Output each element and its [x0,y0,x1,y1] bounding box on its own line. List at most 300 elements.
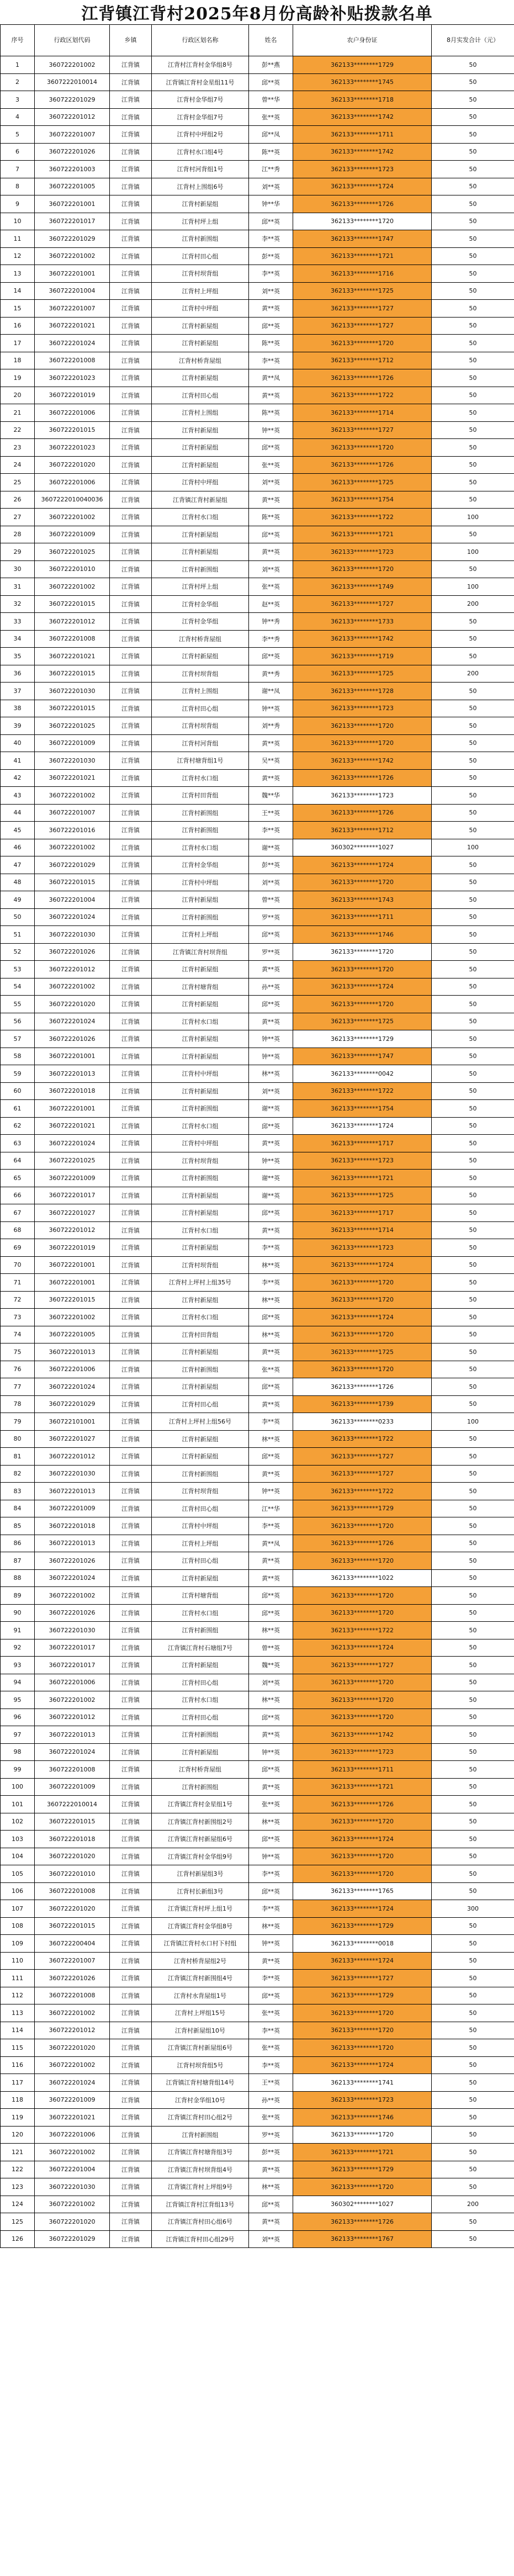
id-number-cell: 362133********1720 [293,1552,432,1570]
division-code-cell: 360722201002 [35,578,110,596]
person-name-cell: 邱**凤 [249,126,293,144]
id-number-cell: 362133********1742 [293,752,432,770]
division-name-cell: 江背村中坪组 [152,474,249,491]
town-cell: 江背镇 [110,961,152,978]
division-code-cell: 360722201002 [35,1587,110,1605]
person-name-cell: 林**英 [249,1065,293,1083]
division-name-cell: 江背村上围组 [152,683,249,700]
amount-cell: 50 [432,1465,514,1483]
amount-cell: 50 [432,1970,514,1987]
id-number-cell: 362133********1767 [293,2230,432,2248]
person-name-cell: 罗**英 [249,908,293,926]
amount-cell: 50 [432,1361,514,1378]
division-code-cell: 360722201010 [35,1865,110,1883]
id-number-cell: 362133********1714 [293,1221,432,1239]
person-name-cell: 黄**英 [249,543,293,561]
person-name-cell: 刘**英 [249,1674,293,1691]
id-number-cell: 362133********1720 [293,1517,432,1535]
id-number-cell: 362133********1720 [293,439,432,457]
person-name-cell: 邱**英 [249,926,293,944]
division-name-cell: 江背村新围组 [152,804,249,822]
person-name-cell: 黄**英 [249,2161,293,2178]
division-name-cell: 江背村坝背组 [152,265,249,283]
amount-cell: 50 [432,769,514,787]
division-code-cell: 360722201024 [35,2074,110,2092]
row-number-cell: 28 [1,526,35,543]
division-name-cell: 江背村水口组 [152,1117,249,1135]
division-code-cell: 360722201013 [35,1726,110,1744]
amount-cell: 50 [432,1743,514,1761]
amount-cell: 50 [432,630,514,648]
division-name-cell: 江背村新屋组 [152,1378,249,1396]
town-cell: 江背镇 [110,1552,152,1570]
person-name-cell: 邱**英 [249,1309,293,1326]
town-cell: 江背镇 [110,1691,152,1709]
person-name-cell: 张**英 [249,1796,293,1813]
division-code-cell: 360722201015 [35,595,110,613]
division-code-cell: 360722201004 [35,282,110,300]
row-number-cell: 49 [1,891,35,909]
table-row [1,926,514,944]
person-name-cell: 邱**英 [249,648,293,665]
id-number-cell: 362133********1720 [293,1604,432,1622]
table-row [1,1657,514,1674]
division-name-cell: 江背镇江背村水口村下村组 [152,1935,249,1953]
table-row [1,1117,514,1135]
row-number-cell: 9 [1,195,35,213]
town-cell: 江背镇 [110,387,152,404]
person-name-cell: 黄**英 [249,734,293,752]
town-cell: 江背镇 [110,1326,152,1343]
amount-cell: 50 [432,2109,514,2127]
division-name-cell: 江背村水口组 [152,509,249,526]
division-name-cell: 江背镇江背村金星组11号 [152,73,249,91]
row-number-cell: 77 [1,1378,35,1396]
row-number-cell: 108 [1,1917,35,1935]
amount-cell: 50 [432,1778,514,1796]
division-name-cell: 江背村长新组3号 [152,1882,249,1900]
row-number-cell: 41 [1,752,35,770]
division-code-cell: 360722201030 [35,2178,110,2196]
amount-cell: 50 [432,683,514,700]
town-cell: 江背镇 [110,630,152,648]
division-code-cell: 360722201027 [35,1430,110,1448]
division-name-cell: 江背村坝背组 [152,1256,249,1274]
row-number-cell: 90 [1,1604,35,1622]
town-cell: 江背镇 [110,1430,152,1448]
division-code-cell: 360722201024 [35,1569,110,1587]
amount-cell: 50 [432,856,514,874]
division-name-cell: 江背村田背组 [152,1326,249,1343]
division-name-cell: 江背镇江背村新围组2号 [152,1813,249,1831]
id-number-cell: 362133********1720 [293,1813,432,1831]
row-number-cell: 38 [1,700,35,717]
person-name-cell: 李**英 [249,2022,293,2039]
division-name-cell: 江背村桥背屋组2号 [152,1952,249,1970]
table-row [1,543,514,561]
division-code-cell: 360722201001 [35,195,110,213]
row-number-cell: 61 [1,1100,35,1118]
row-number-cell: 67 [1,1204,35,1222]
id-number-cell: 362133********0042 [293,1065,432,1083]
table-row [1,595,514,613]
amount-cell: 50 [432,2091,514,2109]
table-row [1,683,514,700]
division-code-cell: 360722201021 [35,1117,110,1135]
person-name-cell: 林**英 [249,1917,293,1935]
town-cell: 江背镇 [110,1343,152,1361]
row-number-cell: 43 [1,787,35,805]
town-cell: 江背镇 [110,317,152,335]
person-name-cell: 钟**秀 [249,613,293,631]
person-name-cell: 罗**英 [249,943,293,961]
id-number-cell: 362133********1725 [293,474,432,491]
row-number-cell: 12 [1,247,35,265]
division-name-cell: 江背村新围组 [152,1726,249,1744]
id-number-cell: 362133********1742 [293,143,432,161]
town-cell: 江背镇 [110,734,152,752]
town-cell: 江背镇 [110,1013,152,1030]
amount-cell: 50 [432,2004,514,2022]
division-name-cell: 江背村坪上组 [152,213,249,230]
division-name-cell: 江背村新屋组 [152,1569,249,1587]
row-number-cell: 36 [1,665,35,683]
row-number-cell: 105 [1,1865,35,1883]
amount-cell: 50 [432,1221,514,1239]
town-cell: 江背镇 [110,213,152,230]
town-cell: 江背镇 [110,1465,152,1483]
table-row [1,1987,514,2004]
row-number-cell: 52 [1,943,35,961]
id-number-cell: 362133********1726 [293,369,432,387]
person-name-cell: 邱**英 [249,1117,293,1135]
division-name-cell: 江背村坝背组 [152,1483,249,1500]
division-name-cell: 江背村塘背组 [152,978,249,996]
amount-cell: 50 [432,734,514,752]
division-code-cell: 360722201023 [35,439,110,457]
division-code-cell: 3607222010014 [35,73,110,91]
id-number-cell: 362133********1711 [293,1761,432,1779]
person-name-cell: 李**英 [249,230,293,248]
amount-cell: 50 [432,943,514,961]
amount-cell: 50 [432,1639,514,1657]
person-name-cell: 邱**英 [249,439,293,457]
town-cell: 江背镇 [110,1483,152,1500]
division-code-cell: 360722201005 [35,1326,110,1343]
table-row [1,474,514,491]
person-name-cell: 曾**英 [249,891,293,909]
id-number-cell: 362133********1712 [293,352,432,369]
division-code-cell: 360722201024 [35,1135,110,1152]
person-name-cell: 曾**英 [249,1639,293,1657]
division-code-cell: 360722201026 [35,943,110,961]
person-name-cell: 钟**英 [249,1848,293,1865]
town-cell: 江背镇 [110,474,152,491]
amount-cell: 50 [432,247,514,265]
id-number-cell: 362133********1722 [293,509,432,526]
row-number-cell: 92 [1,1639,35,1657]
row-number-cell: 54 [1,978,35,996]
id-number-cell: 362133********0018 [293,1935,432,1953]
division-code-cell: 360722201010 [35,560,110,578]
amount-cell: 50 [432,1604,514,1622]
row-number-cell: 100 [1,1778,35,1796]
division-code-cell: 360722201015 [35,665,110,683]
id-number-cell: 362133********1729 [293,2161,432,2178]
row-number-cell: 119 [1,2109,35,2127]
town-cell: 江背镇 [110,1378,152,1396]
amount-cell: 100 [432,578,514,596]
id-number-cell: 362133********1743 [293,891,432,909]
table-row [1,1569,514,1587]
person-name-cell: 刘**英 [249,874,293,891]
subsidy-table [0,24,514,2248]
town-cell: 江背镇 [110,335,152,352]
table-row [1,839,514,856]
row-number-cell: 116 [1,2056,35,2074]
id-number-cell: 362133********1721 [293,2144,432,2161]
division-name-cell: 江背村新屋组 [152,439,249,457]
division-code-cell: 360722201020 [35,456,110,474]
person-name-cell: 彭**英 [249,2144,293,2161]
town-cell: 江背镇 [110,1848,152,1865]
id-number-cell: 362133********1717 [293,1204,432,1222]
division-code-cell: 360722201008 [35,1882,110,1900]
table-row [1,2056,514,2074]
division-code-cell: 360722201029 [35,856,110,874]
table-row [1,2039,514,2057]
id-number-cell: 362133********1739 [293,1395,432,1413]
row-number-cell: 18 [1,352,35,369]
town-cell: 江背镇 [110,1256,152,1274]
id-number-cell: 362133********1754 [293,491,432,509]
id-number-cell: 362133********1723 [293,543,432,561]
person-name-cell: 邱**英 [249,526,293,543]
town-cell: 江背镇 [110,1204,152,1222]
town-cell: 江背镇 [110,1917,152,1935]
town-cell: 江背镇 [110,1117,152,1135]
amount-cell: 50 [432,1517,514,1535]
id-number-cell: 362133********1712 [293,822,432,839]
amount-cell: 50 [432,1848,514,1865]
person-name-cell: 李**英 [249,2056,293,2074]
division-code-cell: 360722101001 [35,1413,110,1431]
id-number-cell: 362133********1720 [293,1587,432,1605]
id-number-cell: 362133********1720 [293,874,432,891]
person-name-cell: 魏**华 [249,787,293,805]
person-name-cell: 邱**英 [249,1708,293,1726]
amount-cell: 50 [432,230,514,248]
division-code-cell: 360722201030 [35,1465,110,1483]
amount-cell: 50 [432,891,514,909]
division-name-cell: 江背镇江背村石塘组7号 [152,1639,249,1657]
id-number-cell: 362133********1729 [293,56,432,74]
division-name-cell: 江背镇江背村塘背组3号 [152,2144,249,2161]
amount-cell: 50 [432,1622,514,1639]
row-number-cell: 23 [1,439,35,457]
town-cell: 江背镇 [110,700,152,717]
table-row [1,648,514,665]
town-cell: 江背镇 [110,1935,152,1953]
division-code-cell: 360722201026 [35,1030,110,1048]
person-name-cell: 张**英 [249,1361,293,1378]
table-row [1,1517,514,1535]
person-name-cell: 钟**华 [249,195,293,213]
id-number-cell: 362133********1725 [293,1343,432,1361]
id-number-cell: 362133********1720 [293,2004,432,2022]
division-code-cell: 360722201002 [35,2196,110,2213]
amount-cell: 50 [432,421,514,439]
division-code-cell: 360722201029 [35,91,110,109]
id-number-cell: 362133********1720 [293,996,432,1013]
id-number-cell: 362133********1742 [293,108,432,126]
row-number-cell: 85 [1,1517,35,1535]
town-cell: 江背镇 [110,996,152,1013]
amount-cell: 50 [432,1987,514,2004]
person-name-cell: 吴**英 [249,752,293,770]
amount-cell: 50 [432,300,514,318]
id-number-cell: 362133********1727 [293,1970,432,1987]
row-number-cell: 76 [1,1361,35,1378]
division-code-cell: 360722201001 [35,1048,110,1065]
town-cell: 江背镇 [110,804,152,822]
id-number-cell: 362133********1724 [293,856,432,874]
division-name-cell: 江背镇江背村塘背组14号 [152,2074,249,2092]
division-name-cell: 江背镇江背村上坪组9号 [152,2178,249,2196]
table-row [1,1135,514,1152]
town-cell: 江背镇 [110,1361,152,1378]
id-number-cell: 362133********1721 [293,526,432,543]
town-cell: 江背镇 [110,2126,152,2144]
person-name-cell: 黄**英 [249,1013,293,1030]
division-name-cell: 江背村金华组 [152,856,249,874]
amount-cell: 50 [432,2074,514,2092]
id-number-cell: 362133********1741 [293,2074,432,2092]
row-number-cell: 86 [1,1535,35,1552]
division-code-cell: 360722201002 [35,2056,110,2074]
table-row [1,2022,514,2039]
division-name-cell: 江背镇江背村江背组13号 [152,2196,249,2213]
table-row [1,1221,514,1239]
division-name-cell: 江背村江背村金华组8号 [152,56,249,74]
table-row [1,108,514,126]
id-number-cell: 362133********1726 [293,195,432,213]
division-name-cell: 江背村中坪组 [152,1517,249,1535]
table-row [1,1500,514,1517]
town-cell: 江背镇 [110,2074,152,2092]
town-cell: 江背镇 [110,439,152,457]
division-code-cell: 360722201007 [35,804,110,822]
row-number-cell: 35 [1,648,35,665]
town-cell: 江背镇 [110,526,152,543]
row-number-cell: 19 [1,369,35,387]
id-number-cell: 362133********1022 [293,1569,432,1587]
town-cell: 江背镇 [110,1726,152,1744]
id-number-cell: 362133********1720 [293,943,432,961]
town-cell: 江背镇 [110,2056,152,2074]
header-cell-code: 行政区划代码 [35,25,110,56]
person-name-cell: 江**秀 [249,161,293,178]
id-number-cell: 362133********1723 [293,2091,432,2109]
table-row [1,1204,514,1222]
division-name-cell: 江背村新围组 [152,822,249,839]
amount-cell: 50 [432,2178,514,2196]
id-number-cell: 362133********1721 [293,1778,432,1796]
table-row [1,822,514,839]
amount-cell: 50 [432,1917,514,1935]
row-number-cell: 42 [1,769,35,787]
town-cell: 江背镇 [110,908,152,926]
row-number-cell: 121 [1,2144,35,2161]
amount-cell: 50 [432,648,514,665]
amount-cell: 50 [432,143,514,161]
person-name-cell: 李**英 [249,1413,293,1431]
table-row [1,874,514,891]
table-row [1,161,514,178]
division-code-cell: 360722201008 [35,1761,110,1779]
person-name-cell: 邱**英 [249,1831,293,1848]
division-name-cell: 江背村上坪组 [152,282,249,300]
division-code-cell: 360722201003 [35,161,110,178]
town-cell: 江背镇 [110,1291,152,1309]
table-row [1,908,514,926]
town-cell: 江背镇 [110,683,152,700]
person-name-cell: 黄**英 [249,1221,293,1239]
row-number-cell: 8 [1,178,35,195]
table-row [1,213,514,230]
person-name-cell: 张**英 [249,456,293,474]
division-name-cell: 江背村田心组 [152,1500,249,1517]
division-code-cell: 360722201019 [35,1239,110,1257]
id-number-cell: 362133********1725 [293,1013,432,1030]
row-number-cell: 25 [1,474,35,491]
town-cell: 江背镇 [110,1569,152,1587]
town-cell: 江背镇 [110,1170,152,1187]
person-name-cell: 刘**英 [249,1082,293,1100]
row-number-cell: 5 [1,126,35,144]
table-row [1,996,514,1013]
division-code-cell: 360722201013 [35,1343,110,1361]
division-code-cell: 360722201017 [35,213,110,230]
person-name-cell: 王**英 [249,2074,293,2092]
row-number-cell: 74 [1,1326,35,1343]
amount-cell: 50 [432,1726,514,1744]
row-number-cell: 114 [1,2022,35,2039]
id-number-cell: 362133********1720 [293,1326,432,1343]
amount-cell: 50 [432,1013,514,1030]
row-number-cell: 70 [1,1256,35,1274]
division-name-cell: 江背村新围组 [152,1778,249,1796]
division-name-cell: 江背村新屋组 [152,456,249,474]
division-name-cell: 江背村新屋组 [152,648,249,665]
row-number-cell: 14 [1,282,35,300]
person-name-cell: 李**英 [249,822,293,839]
amount-cell: 50 [432,387,514,404]
division-name-cell: 江背村水口组 [152,839,249,856]
amount-cell: 50 [432,56,514,74]
person-name-cell: 陈**英 [249,404,293,422]
division-name-cell: 江背村新屋组 [152,1430,249,1448]
id-number-cell: 362133********1721 [293,1170,432,1187]
id-number-cell: 362133********1727 [293,595,432,613]
id-number-cell: 362133********1720 [293,1274,432,1292]
amount-cell: 100 [432,543,514,561]
person-name-cell: 钟**英 [249,700,293,717]
town-cell: 江背镇 [110,1535,152,1552]
row-number-cell: 106 [1,1882,35,1900]
division-code-cell: 360722201002 [35,1691,110,1709]
division-name-cell: 江背村中坪组 [152,1135,249,1152]
